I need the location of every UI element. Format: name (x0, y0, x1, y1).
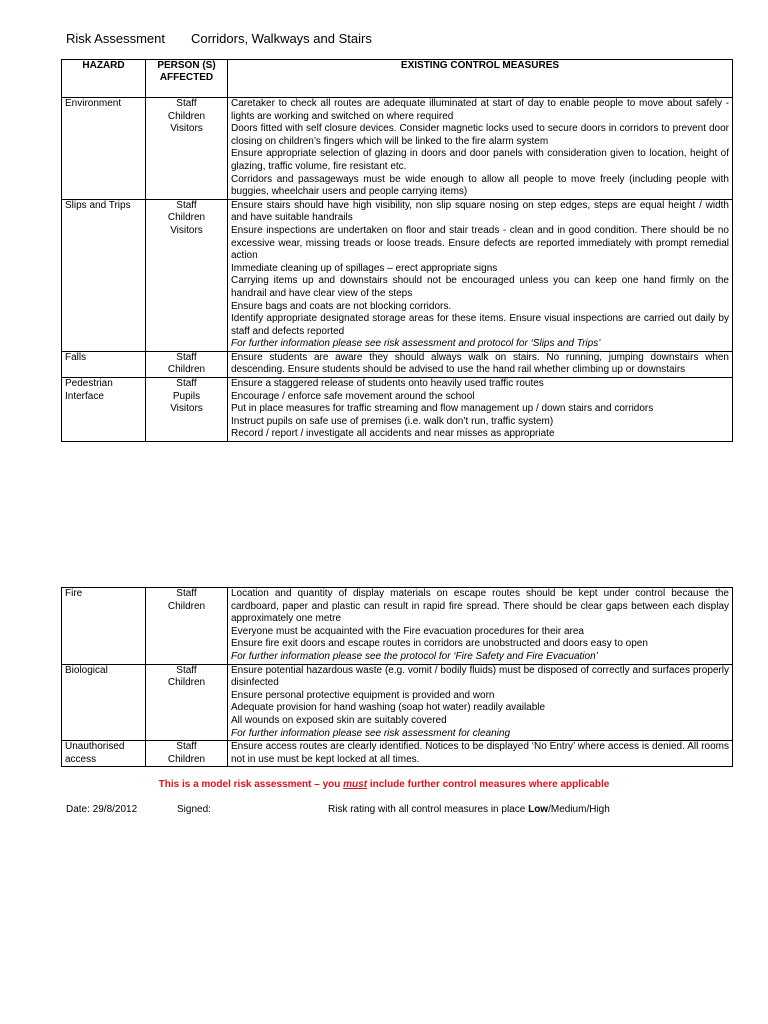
person-group: Staff (176, 351, 197, 363)
warning-emphasis: must (343, 779, 368, 790)
column-header-measures: EXISTING CONTROL MEASURES (228, 60, 733, 98)
hazard-cell: Falls (62, 351, 146, 377)
hazard-cell: Fire (62, 588, 146, 665)
person-group: Children (167, 753, 206, 765)
control-measure: Corridors and passageways must be wide enough to allow all people to move freely (including people with buggies, wheelchair users and people carrying items) (231, 173, 729, 198)
control-measure: Ensure personal protective equipment is provided and worn (231, 689, 495, 701)
persons-affected-cell (146, 378, 228, 442)
persons-affected-cell (146, 588, 228, 665)
person-group: Children (167, 677, 206, 689)
hazard-cell: Unauthorised access (62, 741, 146, 767)
table-row (62, 199, 733, 351)
further-information-note: For further information please see risk assessment for cleaning (231, 727, 511, 739)
person-group: Staff (176, 588, 197, 599)
risk-rating (328, 804, 610, 816)
control-measure: Ensure potential hazardous waste (e.g. vomit / bodily fluids) must be disposed of correctly and surfaces properly disinfected (231, 664, 729, 689)
further-information-note: For further information please see the protocol for ‘Fire Safety and Fire Evacuation’ (231, 650, 598, 662)
control-measure: Immediate cleaning up of spillages – erect appropriate signs (231, 262, 498, 274)
control-measure: Caretaker to check all routes are adequate illuminated at start of day to enable people to move about safely - lights are working and switched on where required (231, 98, 729, 122)
table-header-row (62, 60, 733, 98)
control-measure: Put in place measures for traffic streaming and flow management up / down stairs and corridors (231, 403, 654, 415)
person-group: Children (167, 364, 206, 376)
control-measure: Instruct pupils on safe use of premises (i.e. walk don’t run, traffic system) (231, 415, 554, 427)
model-assessment-warning (0, 779, 768, 790)
warning-text-before: This is a model risk assessment – you (158, 779, 344, 790)
control-measure: Encourage / enforce safe movement around the school (231, 390, 475, 402)
hazard-cell: Environment (62, 98, 146, 200)
person-group: Visitors (170, 403, 203, 415)
person-group: Visitors (170, 123, 203, 135)
persons-affected-cell (146, 741, 228, 767)
control-measures-cell (228, 741, 733, 767)
control-measure: Ensure bags and coats are not blocking corridors. (231, 300, 452, 312)
control-measure: Ensure fire exit doors and escape routes in corridors are unobstructed and doors easy to open (231, 638, 648, 650)
risk-rating-options: /Medium/High (548, 804, 610, 815)
person-group: Children (167, 600, 206, 612)
column-header-persons: PERSON (S) AFFECTED (146, 60, 228, 98)
control-measure: Identify appropriate designated storage areas for these items. Ensure visual inspections are carried out daily by staff and defects reported (231, 313, 729, 337)
hazard-cell: Slips and Trips (62, 199, 146, 351)
control-measure: Record / report / investigate all accidents and near misses as appropriate (231, 428, 555, 440)
person-group: Children (167, 110, 206, 122)
risk-rating-selected: Low (528, 804, 549, 815)
control-measure: Doors fitted with self closure devices. Consider magnetic locks used to secure doors in corridors to prevent door closing on children’s fingers which will be linked to the fire alarm system (231, 123, 729, 147)
person-group: Visitors (170, 224, 203, 236)
table-row (62, 378, 733, 442)
signed-field: Signed: (177, 804, 211, 815)
control-measure: Ensure inspections are undertaken on floor and stair treads - clean and in good condition. There should be no excessive wear, missing treads or loose treads. Ensure defects are reported immediately with prompt remedial action (231, 224, 729, 262)
document-subtitle: Corridors, Walkways and Stairs (190, 31, 372, 46)
person-group: Children (167, 212, 206, 224)
hazard-cell: Biological (62, 664, 146, 741)
date-field: Date: 29/8/2012 (66, 804, 138, 815)
table-row (62, 98, 733, 200)
person-group: Staff (176, 664, 197, 676)
table-row (62, 741, 733, 767)
document-title: Risk Assessment (66, 31, 165, 46)
control-measure: Carrying items up and downstairs should not be encouraged unless you can keep one hand firmly on the handrail and have clear view of the steps (231, 275, 729, 299)
control-measure: Location and quantity of display materials on escape routes should be kept under control because the cardboard, paper and plastic can result in rapid fire spread. There should be clear gaps between each display approximately one metre (231, 588, 729, 625)
control-measures-cell (228, 199, 733, 351)
risk-rating-label: Risk rating with all control measures in place (328, 804, 529, 815)
person-group: Staff (176, 741, 197, 753)
control-measures-cell (228, 351, 733, 377)
persons-affected-cell (146, 664, 228, 741)
table-row (62, 351, 733, 377)
risk-table-2 (61, 587, 733, 767)
persons-affected-cell (146, 98, 228, 200)
control-measure: Ensure students are aware they should always walk on stairs. No running, jumping downstairs when descending. Ensure students should be advised to use the hand rail whether climbing up or downstairs (231, 351, 729, 376)
control-measures-cell (228, 588, 733, 665)
control-measure: Everyone must be acquainted with the Fire evacuation procedures for their area (231, 625, 584, 637)
hazard-cell: Pedestrian Interface (62, 378, 146, 442)
control-measures-cell (228, 378, 733, 442)
further-information-note: For further information please see risk assessment and protocol for ‘Slips and Trips’ (231, 338, 601, 350)
persons-affected-cell (146, 351, 228, 377)
control-measure: Ensure stairs should have high visibility, non slip square nosing on step edges, steps are equal height / width and have suitable handrails (231, 199, 729, 224)
control-measure: Ensure access routes are clearly identified. Notices to be displayed ‘No Entry’ where access is denied. All rooms not in use must be kept locked at all times. (231, 741, 729, 765)
person-group: Staff (176, 98, 197, 109)
document-heading (66, 31, 372, 47)
table-row (62, 664, 733, 741)
risk-table-1 (61, 59, 733, 442)
table-row (62, 588, 733, 665)
person-group: Staff (176, 199, 197, 211)
control-measure: Ensure a staggered release of students onto heavily used traffic routes (231, 378, 544, 390)
control-measure: Adequate provision for hand washing (soap hot water) readily available (231, 702, 546, 714)
control-measure: All wounds on exposed skin are suitably covered (231, 714, 447, 726)
column-header-hazard: HAZARD (62, 60, 146, 98)
control-measures-cell (228, 98, 733, 200)
person-group: Staff (176, 378, 197, 390)
persons-affected-cell (146, 199, 228, 351)
control-measure: Ensure appropriate selection of glazing in doors and door panels with consideration given to location, height of glazing, traffic volume, fire resistant etc. (231, 148, 729, 172)
control-measures-cell (228, 664, 733, 741)
person-group: Pupils (172, 390, 201, 402)
warning-text-after: include further control measures where applicable (367, 779, 610, 790)
